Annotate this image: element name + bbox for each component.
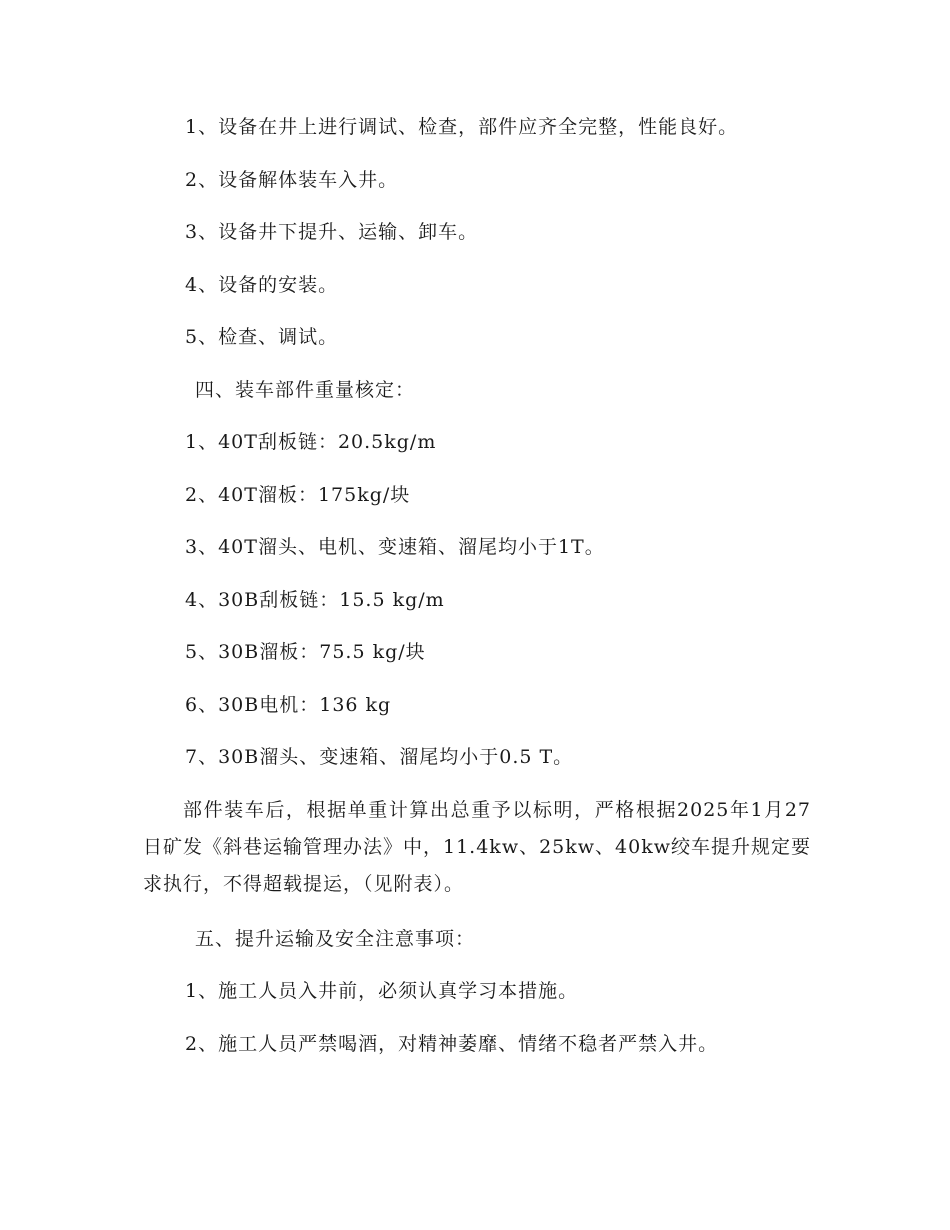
step-1-text: 1、设备在井上进行调试、检查，部件应齐全完整，性能良好。 <box>185 116 739 138</box>
weight-item-4: 4、30B刮板链：15.5 kg/m <box>185 589 445 611</box>
weight-item-2: 2、40T溜板：175kg/块 <box>185 484 411 506</box>
weight-item-6: 6、30B电机：136 kg <box>185 694 392 716</box>
step-5-text: 5、检查、调试。 <box>185 326 339 348</box>
safety-item-1: 1、施工人员入井前，必须认真学习本措施。 <box>185 980 579 1002</box>
weight-item-5: 5、30B溜板：75.5 kg/块 <box>185 641 426 663</box>
safety-item-2: 2、施工人员严禁喝酒，对精神萎靡、情绪不稳者严禁入井。 <box>185 1033 719 1055</box>
step-4-text: 4、设备的安装。 <box>185 274 339 296</box>
weight-item-7: 7、30B溜头、变速箱、溜尾均小于0.5 T。 <box>185 746 574 768</box>
step-2-text: 2、设备解体装车入井。 <box>185 169 399 191</box>
loading-rules-paragraph: 部件装车后，根据单重计算出总重予以标明，严格根据2025年1月27日矿发《斜巷运输管理办法》中，11.4kw、25kw、40kw绞车提升规定要求执行，不得超载提运，（见附表）。 <box>143 799 811 895</box>
section-4-heading: 四、装车部件重量核定： <box>195 379 416 401</box>
weight-item-3: 3、40T溜头、电机、变速箱、溜尾均小于1T。 <box>185 536 605 558</box>
section-5-heading: 五、提升运输及安全注意事项： <box>195 928 476 950</box>
step-3-text: 3、设备井下提升、运输、卸车。 <box>185 221 479 243</box>
weight-item-1: 1、40T刮板链：20.5kg/m <box>185 431 437 453</box>
